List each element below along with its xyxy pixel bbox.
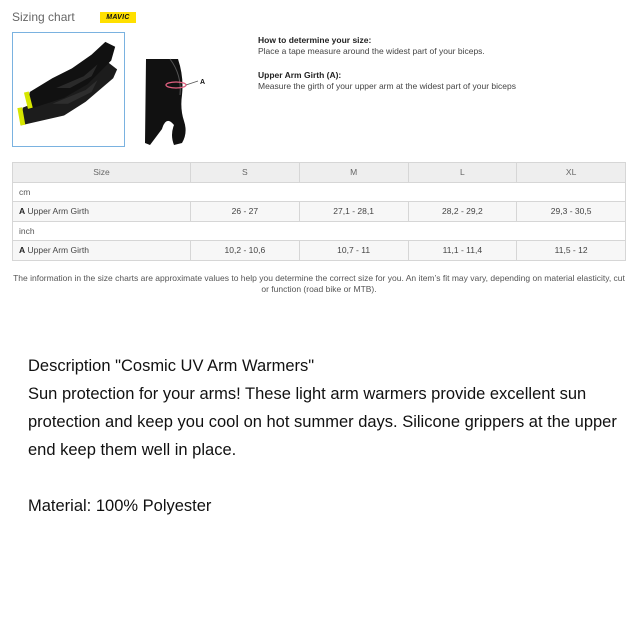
how-to-heading: How to determine your size: — [258, 35, 372, 45]
arm-warmers-image — [13, 33, 124, 146]
unit-label-cm: cm — [13, 182, 626, 202]
row-label — [13, 202, 191, 222]
product-description — [28, 352, 628, 520]
unit-row-cm — [13, 182, 626, 202]
sizing-chart-title: Sizing chart — [12, 10, 75, 24]
product-thumbnail[interactable] — [12, 32, 125, 147]
size-header-l: L — [408, 163, 517, 183]
cm-value-m: 27,1 - 28,1 — [299, 202, 408, 222]
size-header-m: M — [299, 163, 408, 183]
arm-measurement-diagram — [140, 55, 215, 147]
size-table — [12, 162, 626, 261]
row-label-text: Upper Arm Girth — [27, 245, 89, 256]
sizing-instructions — [258, 35, 628, 92]
table-row — [13, 202, 626, 222]
row-letter: A — [19, 245, 26, 256]
unit-row-inch — [13, 221, 626, 241]
size-header-xl: XL — [517, 163, 626, 183]
cm-value-xl: 29,3 - 30,5 — [517, 202, 626, 222]
diagram-marker-letter: A — [200, 79, 206, 86]
row-letter: A — [19, 206, 26, 217]
size-disclaimer: The information in the size charts are approximate values to help you determine the correct size for you. An item’s fit may vary, depending on material elasticity, cut or function (road bike or MTB). — [13, 273, 625, 294]
girth-text: Measure the girth of your upper arm at the widest part of your biceps — [258, 81, 516, 91]
row-label-text: Upper Arm Girth — [27, 206, 89, 217]
size-header-row — [13, 163, 626, 183]
size-header-label: Size — [13, 163, 191, 183]
description-title: Description "Cosmic UV Arm Warmers" — [28, 357, 315, 375]
size-header-s: S — [191, 163, 300, 183]
inch-value-l: 11,1 - 11,4 — [408, 241, 517, 261]
table-row — [13, 241, 626, 261]
description-body: Sun protection for your arms! These light arm warmers provide excellent sun protection and keep you cool on hot summer days. Silicone grippers at the upper end keep them well in place. — [28, 385, 617, 459]
row-label — [13, 241, 191, 261]
girth-heading: Upper Arm Girth (A): — [258, 70, 342, 80]
inch-value-xl: 11,5 - 12 — [517, 241, 626, 261]
material-info: Material: 100% Polyester — [28, 497, 212, 515]
how-to-text: Place a tape measure around the widest part of your biceps. — [258, 46, 485, 56]
unit-label-inch: inch — [13, 221, 626, 241]
inch-value-s: 10,2 - 10,6 — [191, 241, 300, 261]
cm-value-l: 28,2 - 29,2 — [408, 202, 517, 222]
cm-value-s: 26 - 27 — [191, 202, 300, 222]
mavic-logo: MAVIC — [100, 12, 136, 23]
inch-value-m: 10,7 - 11 — [299, 241, 408, 261]
